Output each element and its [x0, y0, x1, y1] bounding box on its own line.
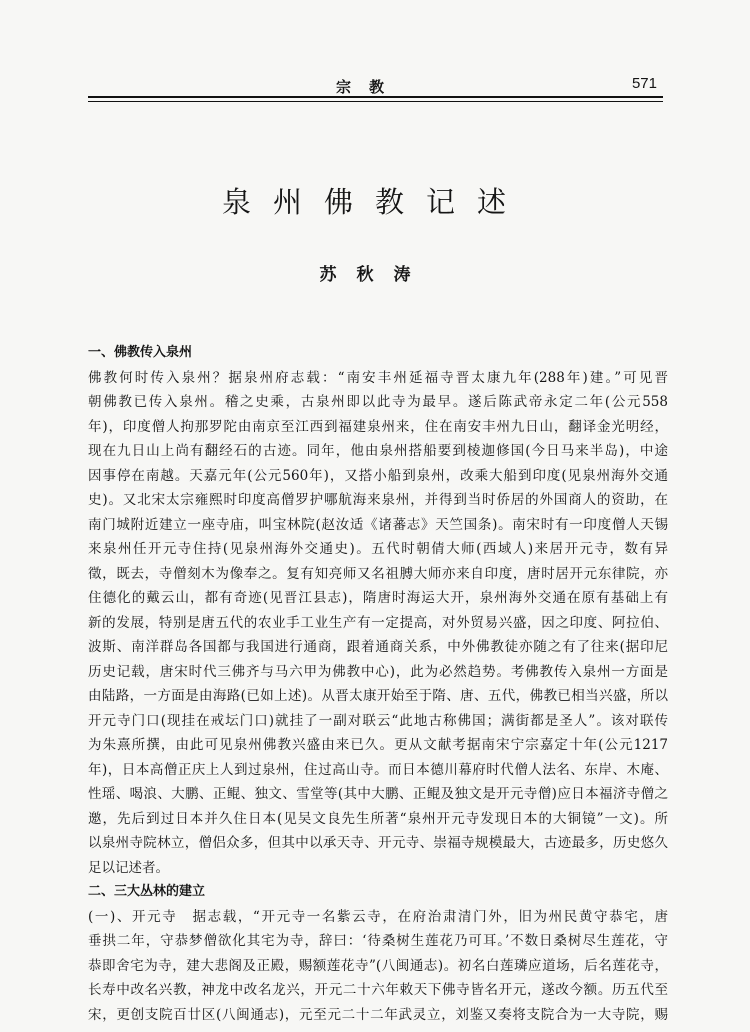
- body-text-line: 史)。又北宋太宗雍熙时印度高僧罗护哪航海来泉州，并得到当时侨居的外国商人的资助，在: [88, 492, 668, 508]
- body-text-line: 波斯、南洋群岛各国都与我国进行通商，跟着通商关系，中外佛教徒亦随之有了往来(据印尼: [88, 639, 668, 655]
- body-text-line: 足以记述者。: [88, 859, 169, 876]
- body-text-line: 因事停在南越。天嘉元年(公元560年)，又搭小船到泉州，改乘大船到印度(见泉州海外交通: [88, 467, 668, 484]
- body-text-line: 为朱熹所撰，由此可见泉州佛教兴盛由来已久。更从文献考据南宋宁宗嘉定十年(公元1217: [88, 737, 668, 753]
- body-text-line: 宋，更创支院百廿区(八闽通志)，元至元二十二年武灵立，刘鉴又奏将支院合为一大寺院，赐: [88, 1006, 668, 1023]
- body-text-line: 住德化的戴云山，都有奇迹(见晋江县志)，隋唐时海运大开，泉州海外交通在原有基础上有: [88, 590, 668, 606]
- section-heading: 二、三大丛林的建立: [88, 884, 206, 899]
- article-body: [88, 341, 668, 1027]
- body-text-line: 邀，先后到过日本并久住日本(见吴文良先生所著“泉州开元寺发现日本的大铜镜”一文)。所: [88, 810, 668, 827]
- body-text-line: 以泉州寺院林立，僧侣众多，但其中以承天寺、开元寺、崇福寺规模最大，古迹最多，历史悠久: [88, 835, 668, 851]
- article-title: 泉州佛教记述: [221, 185, 528, 219]
- body-text-line: 南门城附近建立一座寺庙，叫宝林院(赵汝适《诸蕃志》天竺国条)。南宋时有一印度僧人天锡: [88, 516, 668, 533]
- body-text-line: 新的发展，特别是唐五代的农业手工业生产有一定提高，对外贸易兴盛，因之印度、阿拉伯、: [88, 614, 668, 631]
- header-rule-thin: [88, 101, 663, 102]
- section-title: 宗教: [336, 78, 403, 96]
- body-text-line: 垂拱二年，守恭梦僧欲化其宅为寺，辞曰：‘待桑树生莲花乃可耳。’不数日桑树尽生莲花，守: [88, 933, 668, 949]
- body-text-line: 来泉州任开元寺住持(见泉州海外交通史)。五代时朝倩大师(西域人)来居开元寺，数有异: [88, 541, 668, 557]
- body-text-line: 性瑶、喝浪、大鹏、正鲲、独文、雪堂等(其中大鹏、正鲲及独文是开元寺僧)应日本福济寺僧之: [88, 786, 668, 802]
- body-text-line: 由陆路，一方面是由海路(已如上述)。从晋太康开始至于隋、唐、五代，佛教已相当兴盛，所以: [88, 688, 668, 704]
- article-author: 苏秋涛: [319, 265, 431, 285]
- body-text-line: 现在九日山上尚有翻经石的古迹。同年，他由泉州搭船要到棱迦修国(今日马来半岛)，中途: [88, 443, 668, 459]
- body-text-line: (一)、开元寺 据志载，“开元寺一名紫云寺，在府治肃清门外，旧为州民黄守恭宅，唐: [88, 908, 668, 925]
- body-text-line: 徵，既去，寺僧刻木为像奉之。复有知亮师又名祖膊大师亦来自印度，唐时居开元东律院，亦: [88, 565, 668, 582]
- body-text-line: 历史记载，唐宋时代三佛齐与马六甲为佛教中心)，此为必然趋势。考佛教传入泉州一方面是: [88, 663, 668, 680]
- body-text-line: 朝佛教已传入泉州。稽之史乘，古泉州即以此寺为最早。遂后陈武帝永定二年(公元558: [88, 394, 668, 410]
- body-text-line: 长寿中改名兴教，神龙中改名龙兴，开元二十六年敕天下佛寺皆名开元，遂改今额。历五代至: [88, 982, 668, 998]
- body-text-line: 年)，日本高僧正庆上人到过泉州，住过高山寺。而日本德川幕府时代僧人法名、东岸、木庵、: [88, 761, 668, 778]
- body-text-line: 佛教何时传入泉州？据泉州府志载：“南安丰州延福寺晋太康九年(288年)建。”可见晋: [88, 369, 668, 386]
- body-text-line: 恭即舍宅为寺，建大悲阁及正殿，赐额莲花寺”(八闽通志)。初名白莲璘应道场，后名莲花寺，: [88, 957, 668, 974]
- page-number: 571: [631, 75, 657, 92]
- section-heading: 一、佛教传入泉州: [88, 345, 193, 360]
- body-text-line: 年)，印度僧人拘那罗陀由南京至江西到福建泉州来，住在南安丰州九日山，翻译金光明经，: [88, 418, 668, 435]
- body-text-line: 开元寺门口(现挂在戒坛门口)就挂了一副对联云“此地古称佛国；满街都是圣人”。该对联传: [88, 712, 668, 729]
- header-rule-thick: [88, 96, 663, 98]
